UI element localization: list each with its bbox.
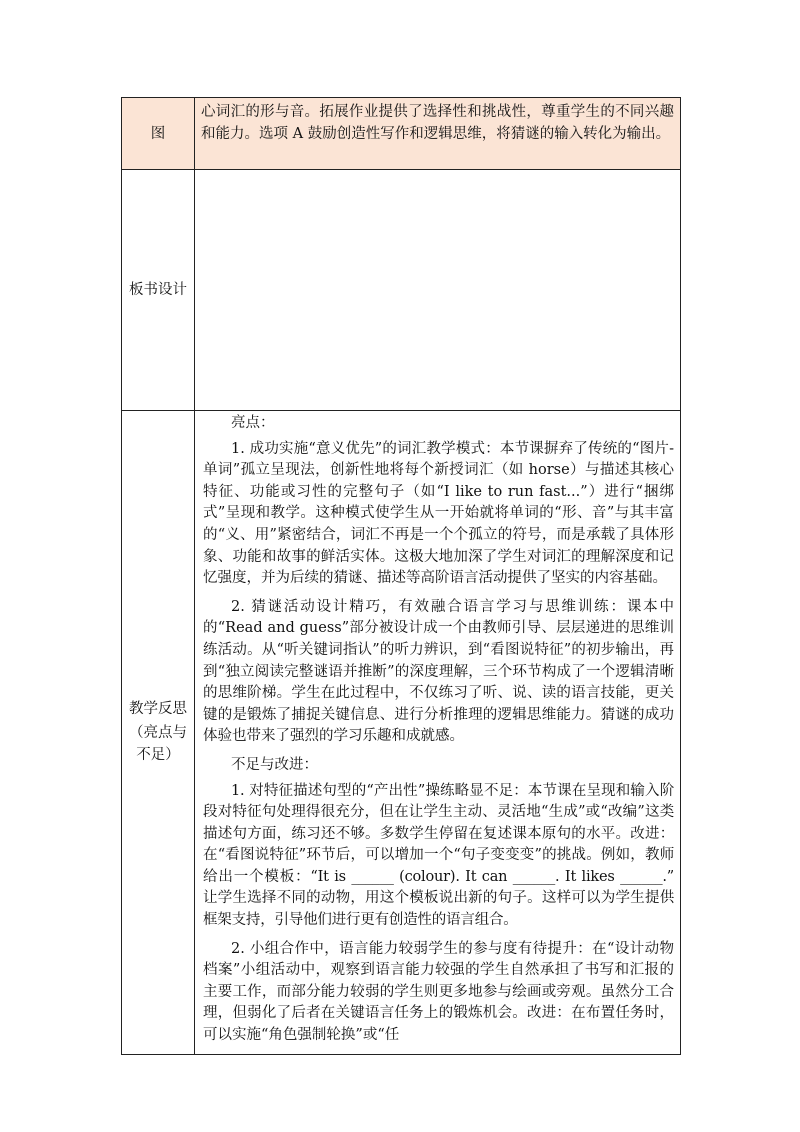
highlight-paragraph-2: 2. 猜谜活动设计精巧，有效融合语言学习与思维训练：课本中的“Read and guess”部分被设计成一个由教师引导、层层递进的思维训练活动。从“听关键词指认”的听力辨识，到“看图说特征”的初步输出，再到“独立阅读完整谜语并推断”的深度理解，三个环节构成了一个逻辑清晰的思维阶梯。学生在此过程中，不仅练习了听、说、读的语言技能，更关键的是锻炼了捕捉关键信息、进行分析推理的逻辑思维能力。猜谜的成功体验也带来了强烈的学习乐趣和成就感。 [203,598,674,745]
improvement-paragraph-2: 2. 小组合作中，语言能力较弱学生的参与度有待提升：在“设计动物档案”小组活动中，观察到语言能力较强的学生自然承担了书写和汇报的主要工作，而部分能力较弱的学生则更多地参与绘画或旁观。虽然分工合理，但弱化了后者在关键语言任务上的锻炼机会。改进：在布置任务时，可以实施“角色强制轮换”或“任 [203,940,674,1044]
row-label-reflection-main: 教学反思 [129,701,187,718]
row-label-reflection-sub: （亮点与不足） [129,725,187,764]
table-row-board-design [122,170,681,411]
improvement-paragraph-1: 1. 对特征描述句型的“产出性”操练略显不足：本节课在呈现和输入阶段对特征句处理得很充分，但在让学生主动、灵活地“生成”或“改编”这类描述句方面，练习还不够。多数学生停留在复述课本原句的水平。改进：在“看图说特征”环节后，可以增加一个“句子变变变”的挑战。例如，教师给出一个模板：“It is ______ (colour). It can ______. It likes ______.” 让学生选择不同的动物，用这个模板说出新的句子。这样可以为学生提供框架支持，引导他们进行更有创造性的语言组合。 [203,782,674,929]
row-content-board-design [195,170,681,411]
improvements-heading: 不足与改进： [231,756,318,773]
table-row-tu [122,98,681,170]
row-label-board-design [122,170,195,411]
table-row-teaching-reflection [122,411,681,1055]
row-label-tu-text: 图 [150,125,166,142]
row-content-tu-text: 心词汇的形与音。拓展作业提供了选择性和挑战性，尊重学生的不同兴趣和能力。选项 A 鼓励创造性写作和逻辑思维，将猜谜的输入转化为输出。 [201,104,674,142]
row-content-tu [195,98,681,170]
row-label-tu [122,98,195,170]
lesson-plan-table [121,97,681,1055]
row-label-board-design-text: 板书设计 [129,282,187,298]
highlight-paragraph-1: 1. 成功实施“意义优先”的词汇教学模式：本节课摒弃了传统的“图片-单词”孤立呈现法，创新性地将每个新授词汇（如 horse）与描述其核心特征、功能或习性的完整句子（如“I like to run fast...”）进行“捆绑式”呈现和教学。这种模式使学生从一开始就将单词的“形、音”与其丰富的“义、用”紧密结合，词汇不再是一个个孤立的符号，而是承载了具体形象、功能和故事的鲜活实体。这极大地加深了学生对词汇的理解深度和记忆强度，并为后续的猜谜、描述等高阶语言活动提供了坚实的内容基础。 [203,440,674,587]
row-label-teaching-reflection [122,411,195,1055]
highlights-heading: 亮点： [231,415,275,431]
row-content-teaching-reflection [195,411,681,1055]
